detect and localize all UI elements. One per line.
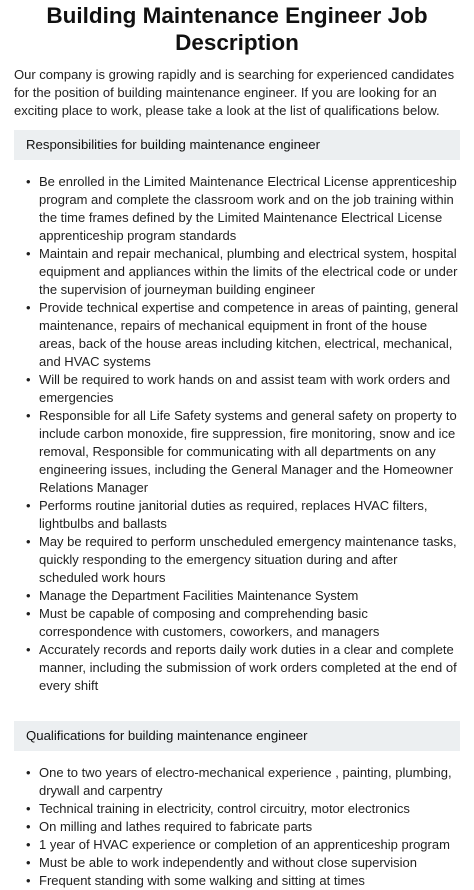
list-item [14, 641, 460, 695]
list-item-text: One to two years of electro-mechanical experience , painting, plumbing, drywall and carpentry [39, 765, 452, 798]
intro-paragraph: Our company is growing rapidly and is searching for experienced candidates for the position of building maintenance engineer. If you are looking for an exciting place to work, please take a look at the list of qualifications below. [14, 67, 455, 118]
list-item [14, 836, 460, 854]
list-item [14, 872, 460, 890]
bullet-icon: • [26, 246, 31, 261]
list-item-text: May be required to perform unscheduled emergency maintenance tasks, quickly responding to the emergency situation during and after scheduled work hours [39, 534, 457, 585]
list-item [14, 407, 460, 497]
list-item-text: Accurately records and reports daily work duties in a clear and complete manner, including the submission of work orders completed at the end of every shift [39, 642, 457, 693]
list-item [14, 371, 460, 407]
list-item-text: Maintain and repair mechanical, plumbing and electrical system, hospital equipment and appliances within the limits of the electrical code or under the supervision of journeyman building engineer [39, 246, 458, 297]
page-title: Building Maintenance Engineer Job Description [46, 3, 428, 55]
list-item-text: On milling and lathes required to fabricate parts [39, 819, 313, 834]
bullet-icon: • [26, 642, 31, 657]
section-heading-qualifications: Qualifications for building maintenance engineer [14, 721, 460, 751]
section-heading-responsibilities: Responsibilities for building maintenance engineer [14, 130, 460, 160]
bullet-icon: • [26, 606, 31, 621]
bullet-icon: • [26, 855, 31, 870]
responsibilities-list [14, 173, 460, 695]
bullet-icon: • [26, 588, 31, 603]
list-item [14, 587, 460, 605]
list-item-text: 1 year of HVAC experience or completion of an apprenticeship program [39, 837, 450, 852]
list-item-text: Provide technical expertise and competence in areas of painting, general maintenance, repairs of mechanical equipment in front of the house areas, back of the house areas including kitchen, electrical, mechanical, and HVAC systems [39, 300, 459, 369]
list-item [14, 173, 460, 245]
list-item [14, 764, 460, 800]
qualifications-list [14, 764, 460, 890]
section-spacer [14, 695, 460, 711]
list-item [14, 533, 460, 587]
bullet-icon: • [26, 534, 31, 549]
list-item-text: Must be able to work independently and without close supervision [39, 855, 417, 870]
bullet-icon: • [26, 408, 31, 423]
list-item-text: Manage the Department Facilities Maintenance System [39, 588, 359, 603]
list-item [14, 245, 460, 299]
list-item [14, 818, 460, 836]
list-item-text: Be enrolled in the Limited Maintenance Electrical License apprenticeship program and complete the classroom work and on the job training within the time frames defined by the Limited Maintenance Electrical License apprenticeship program standards [39, 174, 457, 243]
list-item-text: Technical training in electricity, control circuitry, motor electronics [39, 801, 410, 816]
bullet-icon: • [26, 372, 31, 387]
list-item-text: Performs routine janitorial duties as required, replaces HVAC filters, lightbulbs and ballasts [39, 498, 428, 531]
job-description-page [0, 2, 474, 890]
bullet-icon: • [26, 498, 31, 513]
bullet-icon: • [26, 873, 31, 888]
responsibilities-section [14, 130, 460, 711]
list-item [14, 299, 460, 371]
bullet-icon: • [26, 765, 31, 780]
bullet-icon: • [26, 300, 31, 315]
list-item-text: Frequent standing with some walking and sitting at times [39, 873, 365, 888]
list-item-text: Responsible for all Life Safety systems and general safety on property to include carbon monoxide, fire suppression, fire monitoring, snow and ice removal, Responsible for communicating with all departments on any engineering issues, including the General Manager and the Homeowner Relations Manager [39, 408, 457, 495]
list-item-text: Must be capable of composing and comprehending basic correspondence with customers, coworkers, and managers [39, 606, 380, 639]
list-item [14, 605, 460, 641]
bullet-icon: • [26, 837, 31, 852]
list-item [14, 800, 460, 818]
list-item [14, 497, 460, 533]
bullet-icon: • [26, 819, 31, 834]
list-item-text: Will be required to work hands on and assist team with work orders and emergencies [39, 372, 451, 405]
bullet-icon: • [26, 174, 31, 189]
qualifications-section [14, 721, 460, 890]
bullet-icon: • [26, 801, 31, 816]
list-item [14, 854, 460, 872]
